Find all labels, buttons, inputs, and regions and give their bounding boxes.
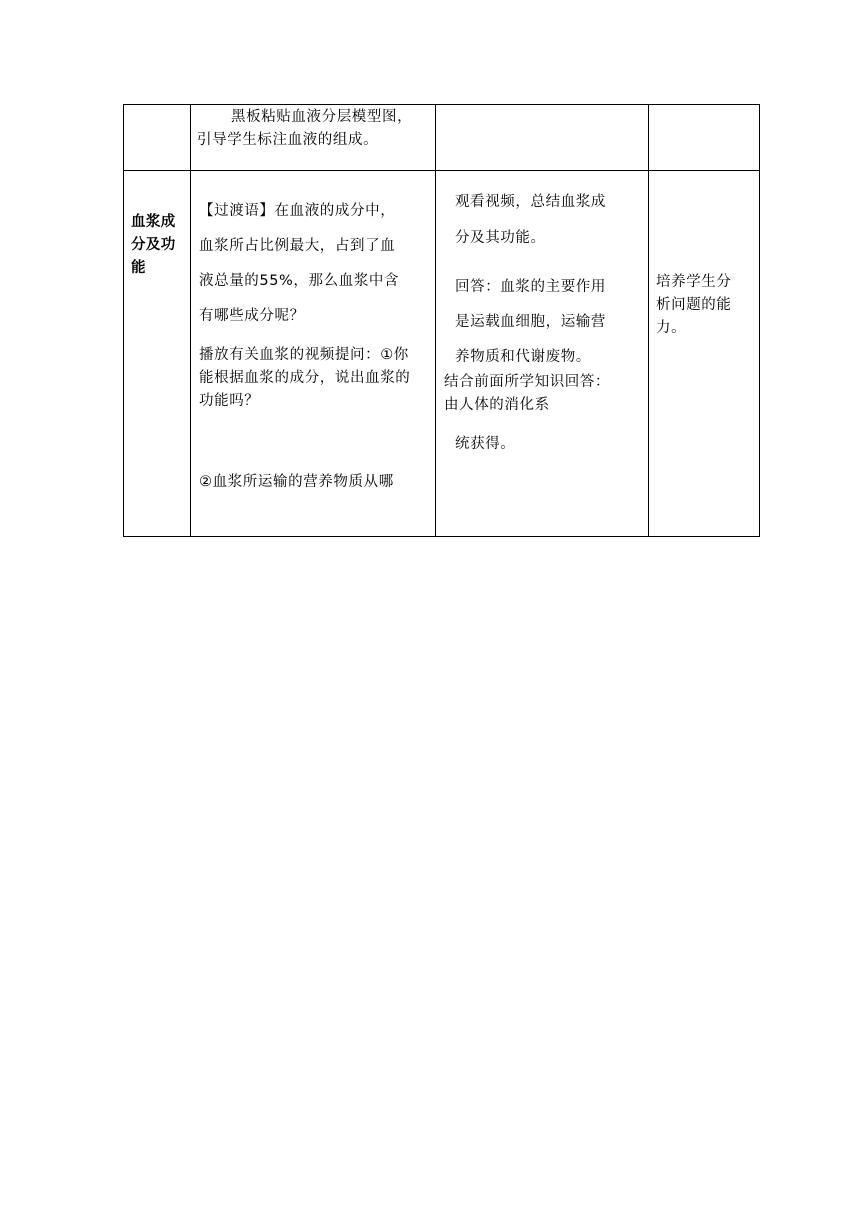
student-activity-p1-line-1: 观看视频，总结血浆成 [455, 194, 606, 210]
student-activity-p2-line-1: 回答：血浆的主要作用 [455, 279, 606, 295]
student-activity-p1-line-2: 分及其功能。 [455, 230, 546, 246]
row1-teacher-line-2: 引导学生标注血液的组成。 [197, 132, 379, 148]
teacher-activity-p1-line-4: 有哪些成分呢？ [199, 308, 305, 324]
teacher-activity-p1-line-3: 液总量的55%，那么血浆中含 [199, 273, 400, 289]
design-intent-line-1: 培养学生分 [656, 274, 732, 290]
design-intent-line-2: 析问题的能 [656, 297, 732, 313]
student-activity-p4-line-1: 统获得。 [455, 436, 516, 452]
student-activity-p3-line-1: 结合前面所学知识回答： [444, 374, 611, 390]
teacher-activity-p1-line-1: 【过渡语】在血液的成分中， [199, 203, 396, 219]
design-intent-line-3: 力。 [656, 320, 687, 336]
teacher-activity-p2-line-2: 能根据血浆的成分，说出血浆的 [199, 370, 411, 386]
teacher-activity-p2-line-1: 播放有关血浆的视频提问：①你 [199, 347, 409, 363]
row-divider [124, 170, 759, 171]
student-activity-p2-line-3: 养物质和代谢废物。 [455, 349, 591, 365]
student-activity-p3-line-2: 由人体的消化系 [444, 397, 550, 413]
teacher-activity-p1-line-2: 血浆所占比例最大，占到了血 [199, 238, 396, 254]
section-title-line-3: 能 [131, 260, 146, 276]
teacher-activity-p2-line-3: 功能吗？ [199, 393, 260, 409]
row1-teacher-line-1: 黑板粘贴血液分层模型图， [231, 109, 413, 125]
student-activity-p2-line-2: 是运载血细胞，运输营 [455, 314, 606, 330]
section-title-line-1: 血浆成 [131, 214, 176, 230]
teacher-activity-p3-line-1: ②血浆所运输的营养物质从哪 [199, 474, 394, 490]
section-title-line-2: 分及功 [131, 237, 176, 253]
